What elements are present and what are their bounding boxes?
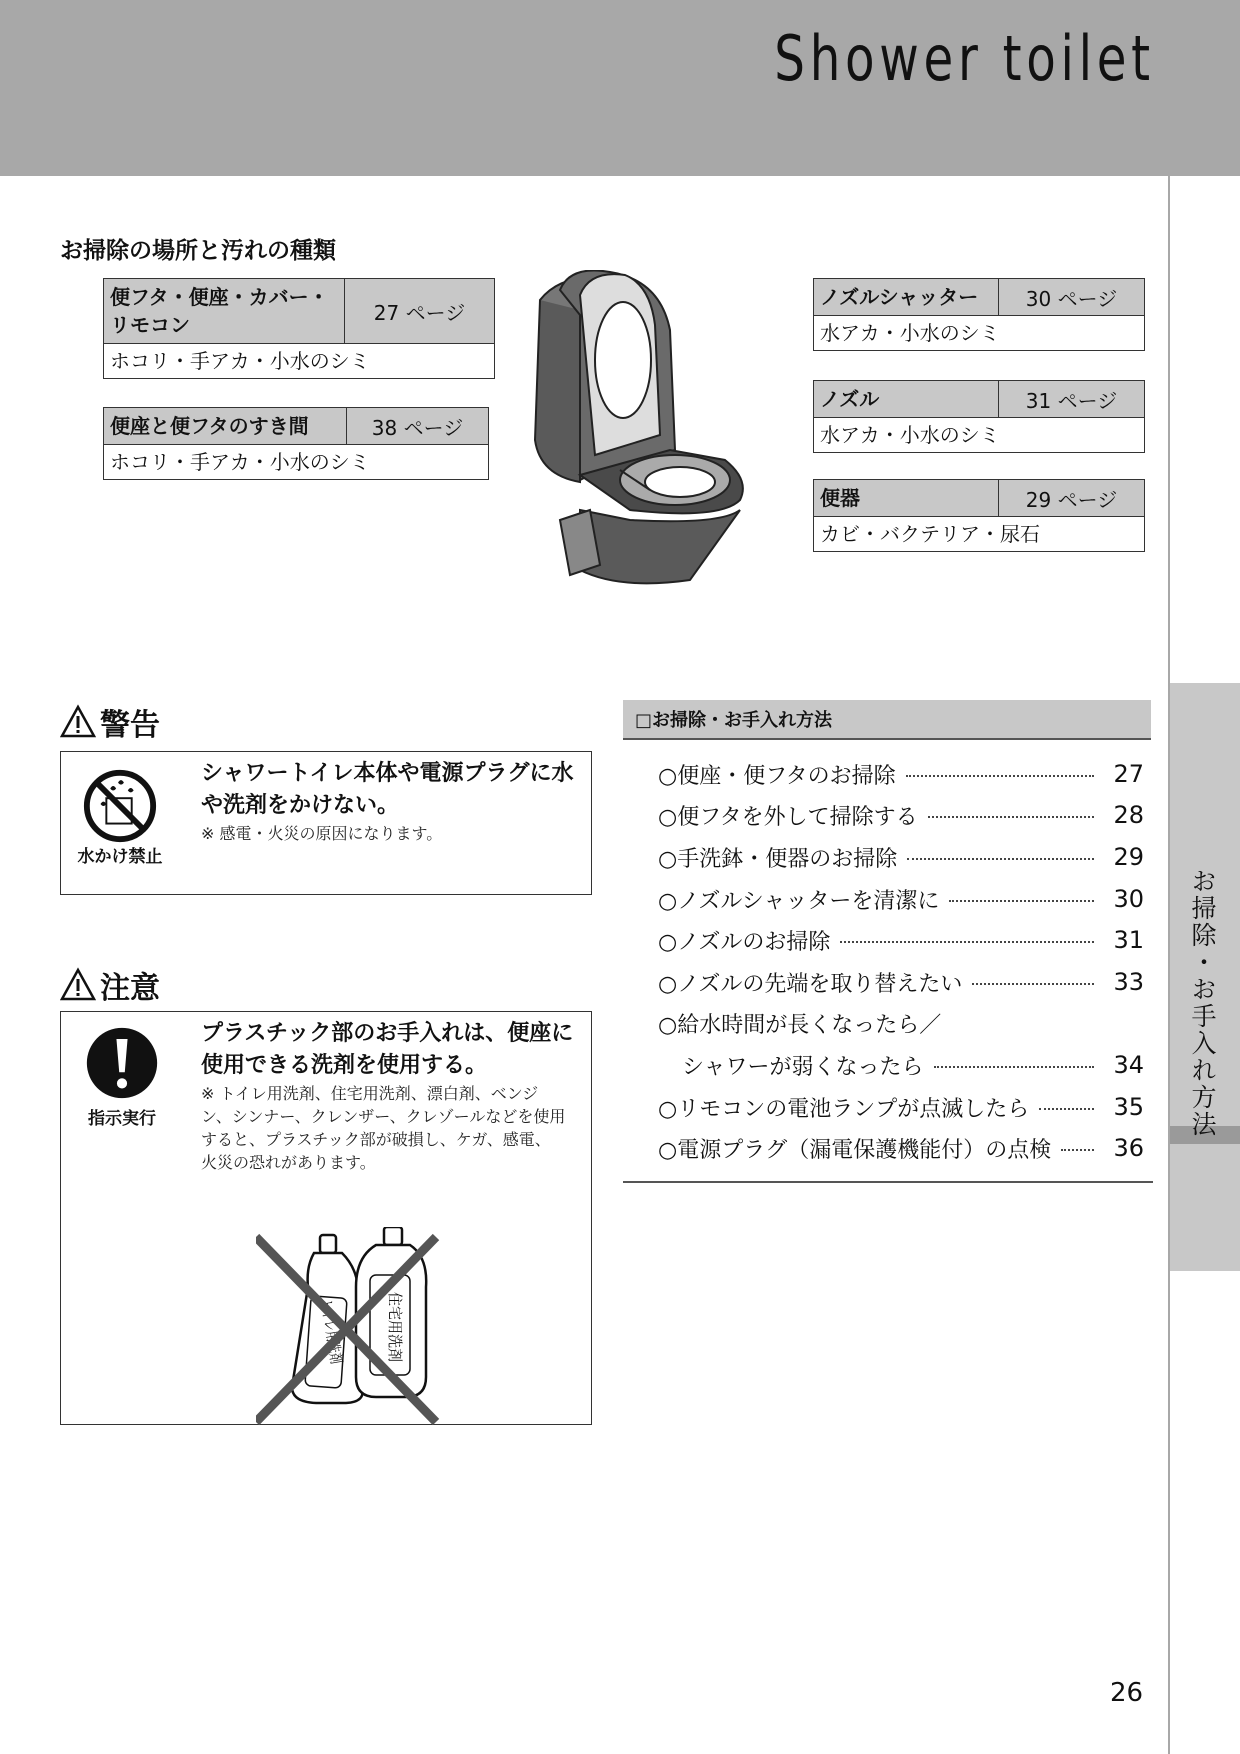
no-water-icon xyxy=(81,767,159,845)
toc-item[interactable] xyxy=(658,1131,1144,1165)
caution-triangle-icon xyxy=(60,967,96,1003)
table-head xyxy=(104,408,488,445)
toc-item-page: 34 xyxy=(1113,1051,1144,1079)
warning-label: 警告 xyxy=(100,708,160,743)
caution-label: 注意 xyxy=(100,971,160,1006)
toc-item-page: 28 xyxy=(1113,801,1144,829)
toilet-illustration xyxy=(520,270,770,600)
location-table-nozzle-shutter xyxy=(813,278,1145,351)
page-number: 26 xyxy=(1110,1678,1144,1708)
toc-item[interactable] xyxy=(658,965,1144,999)
section-side-tab xyxy=(1170,683,1240,1271)
stain-types: ホコリ・手アカ・小水のシミ xyxy=(110,450,370,474)
toc-leader xyxy=(949,900,1094,902)
stain-types: 水アカ・小水のシミ xyxy=(820,423,1000,447)
toc-item[interactable] xyxy=(658,1090,1144,1124)
caution-message: プラスチック部のお手入れは、便座に使用できる洗剤を使用する。 xyxy=(201,1021,574,1078)
mandatory-action-caption: 指示実行 xyxy=(88,1109,156,1129)
toc-heading: □お掃除・お手入れ方法 xyxy=(623,700,1151,740)
toc-item-label: ○便フタを外して掃除する xyxy=(658,804,918,830)
location-table-gap xyxy=(103,407,489,480)
warning-note: ※ 感電・火災の原因になります。 xyxy=(201,824,443,843)
table-head xyxy=(814,480,1144,517)
toc-item-label: ○便座・便フタのお掃除 xyxy=(658,763,896,789)
stain-types: カビ・バクテリア・尿石 xyxy=(820,522,1040,546)
toc-item-label: ○ノズルの先端を取り替えたい xyxy=(658,971,963,997)
toc-item-page: 36 xyxy=(1113,1134,1144,1162)
toc-item-label: ○リモコンの電池ランプが点滅したら xyxy=(658,1096,1030,1122)
toc-leader xyxy=(907,858,1094,860)
toc-bottom-rule xyxy=(623,1181,1153,1183)
toc-leader xyxy=(972,983,1094,985)
location-table-bowl xyxy=(813,479,1145,552)
location-table-nozzle xyxy=(813,380,1145,453)
toc-leader xyxy=(1061,1149,1094,1151)
table-head xyxy=(814,279,1144,316)
warning-message: シャワートイレ本体や電源プラグに水や洗剤をかけない。 xyxy=(201,761,574,818)
location-table-lid xyxy=(103,278,495,379)
stain-types: ホコリ・手アカ・小水のシミ xyxy=(110,349,370,373)
warning-triangle-icon xyxy=(60,704,96,740)
table-head xyxy=(814,381,1144,418)
toc-item[interactable] xyxy=(658,882,1144,916)
toc-item[interactable] xyxy=(658,1006,1144,1040)
toc-leader xyxy=(928,816,1094,818)
caution-note: ※ トイレ用洗剤、住宅用洗剤、漂白剤、ベンジン、シンナー、クレンザー、クレゾールなどを使用すると、プラスチック部が破損し、ケガ、感電、火災の恐れがあります。 xyxy=(201,1084,566,1172)
toc-item-page: 30 xyxy=(1113,885,1144,913)
toc-item-page: 35 xyxy=(1113,1093,1144,1121)
toc-item-label: シャワーが弱くなったら xyxy=(682,1054,924,1080)
toc-leader xyxy=(906,775,1094,777)
warning-box xyxy=(60,751,592,895)
warning-title xyxy=(60,700,160,744)
location-name: 便座と便フタのすき間 xyxy=(104,408,347,444)
caution-box xyxy=(60,1011,592,1425)
table-head xyxy=(104,279,494,344)
toc-item[interactable] xyxy=(658,757,1144,791)
location-name: 便フタ・便座・カバー・リモコン xyxy=(104,279,345,343)
toc-item-page: 29 xyxy=(1113,843,1144,871)
bottle-household-detergent-label: 住宅用洗剤 xyxy=(386,1292,404,1368)
prohibited-detergents-illustration xyxy=(256,1227,456,1427)
toc-item-page: 33 xyxy=(1113,968,1144,996)
location-name: 便器 xyxy=(814,480,999,516)
mandatory-action-icon xyxy=(85,1026,159,1100)
brand-title: Shower toilet xyxy=(774,22,1155,95)
page-ref: 29 ページ xyxy=(1025,487,1118,512)
page-ref: 31 ページ xyxy=(1025,388,1118,413)
stain-types: 水アカ・小水のシミ xyxy=(820,321,1000,345)
toc-item-page: 31 xyxy=(1113,926,1144,954)
page-header xyxy=(0,0,1240,176)
toc-leader xyxy=(1039,1108,1094,1110)
toc-leader xyxy=(934,1066,1094,1068)
toc-item-label: ○手洗鉢・便器のお掃除 xyxy=(658,846,898,872)
toc-item-label: ○ノズルのお掃除 xyxy=(658,929,831,955)
toc-leader xyxy=(840,941,1094,943)
toc-item[interactable] xyxy=(658,923,1144,957)
location-name: ノズル xyxy=(814,381,999,417)
page-ref: 27 ページ xyxy=(373,300,466,325)
toc-item-label: ○給水時間が長くなったら／ xyxy=(658,1012,942,1038)
toc-item-label: ○ノズルシャッターを清潔に xyxy=(658,888,940,914)
location-name: ノズルシャッター xyxy=(814,279,999,315)
page-ref: 38 ページ xyxy=(371,415,464,440)
no-water-caption: 水かけ禁止 xyxy=(77,847,163,867)
side-tab-label: お掃除・お手入れ方法 xyxy=(1188,868,1217,1138)
locations-title: お掃除の場所と汚れの種類 xyxy=(60,238,336,264)
page-ref: 30 ページ xyxy=(1025,286,1118,311)
toc-item[interactable] xyxy=(658,798,1144,832)
toc-item-page: 27 xyxy=(1113,760,1144,788)
caution-title xyxy=(60,963,160,1007)
toc-item[interactable] xyxy=(682,1048,1144,1082)
toc-item[interactable] xyxy=(658,840,1144,874)
toc-item-label: ○電源プラグ（漏電保護機能付）の点検 xyxy=(658,1137,1052,1163)
